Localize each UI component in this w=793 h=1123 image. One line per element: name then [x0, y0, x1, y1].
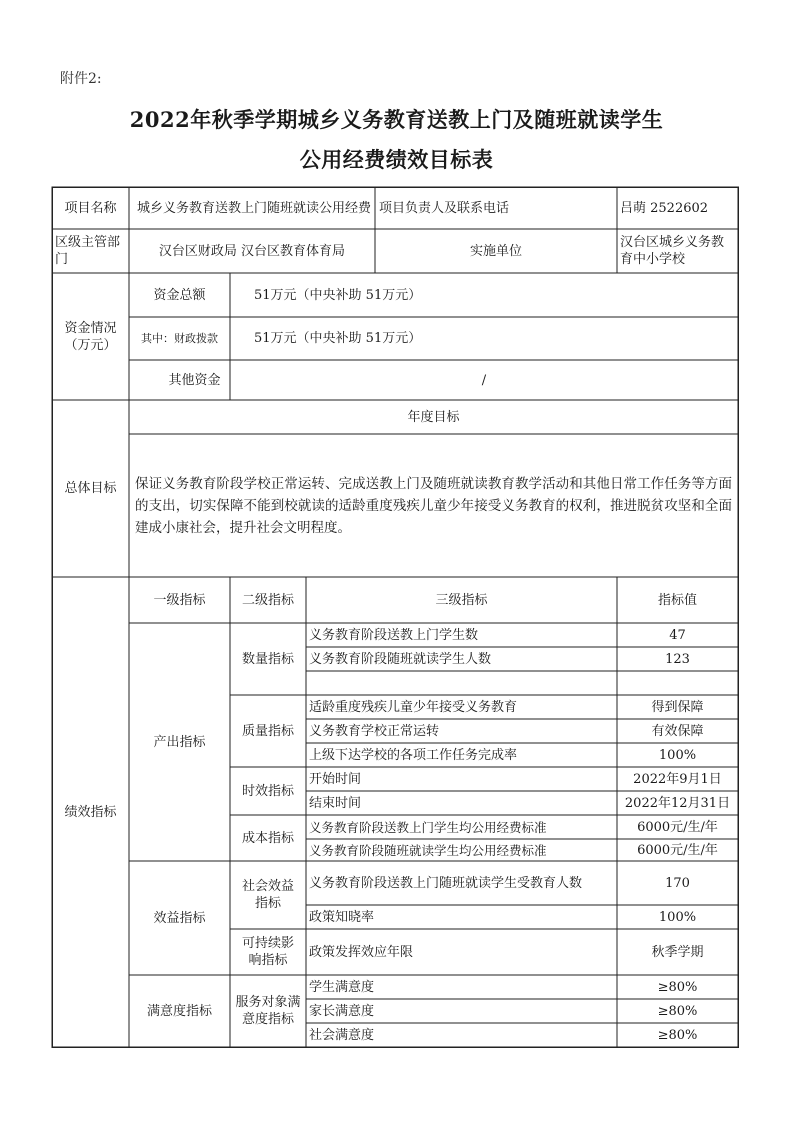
- annual-goal-text: 保证义务教育阶段学校正常运转、完成送教上门及随班就读教育教学活动和其他日常工作任务等方面的支出，切实保障不能到校就读的适龄重度残疾儿童少年接受义务教育的权利，推进脱贫攻坚和全面建成小康社会，提升社会文明程度。: [135, 475, 732, 536]
- indicator-value: 秋季学期: [651, 944, 704, 960]
- level2-cost: 成本指标: [241, 830, 294, 846]
- level2-quantity: 数量指标: [241, 651, 294, 667]
- indicator-value: [617, 671, 738, 695]
- level1-benefit: 效益指标: [153, 910, 206, 926]
- department-label: 区级主管部门: [55, 235, 121, 267]
- indicator-value: 2022年9月1日: [633, 771, 722, 787]
- level2-social-benefit: 社会效益指标: [241, 879, 294, 911]
- funds-fiscal-value: 51万元（中央补助 51万元）: [254, 331, 422, 346]
- header-level1: 一级指标: [153, 592, 206, 608]
- indicator-name: 结束时间: [309, 795, 362, 811]
- indicator-value: ≥80%: [657, 979, 698, 995]
- overall-goal-label: 总体目标: [64, 481, 117, 496]
- indicator-value: 有效保障: [651, 723, 704, 739]
- indicator-name: 义务教育阶段送教上门学生数: [309, 627, 479, 643]
- indicator-name: 义务教育阶段随班就读学生均公用经费标准: [309, 842, 547, 858]
- header-value: 指标值: [657, 592, 697, 608]
- funds-other-label: 其他资金: [168, 372, 221, 388]
- indicator-name: 义务教育阶段送教上门随班就读学生受教育人数: [309, 875, 583, 891]
- contact-value: 吕萌 2522602: [620, 200, 709, 216]
- indicator-value: 6000元/生/年: [637, 842, 718, 858]
- document-title-line1: 2022年秋季学期城乡义务教育送教上门及随班就读学生: [129, 107, 664, 132]
- indicator-name: 政策知晓率: [309, 909, 375, 925]
- indicator-value: 得到保障: [651, 699, 704, 715]
- performance-label: 绩效指标: [64, 804, 117, 820]
- level2-quality: 质量指标: [241, 723, 294, 739]
- indicator-name: 义务教育阶段随班就读学生人数: [309, 651, 492, 667]
- funds-label: 资金情况（万元）: [64, 320, 117, 353]
- indicator-name: 义务教育学校正常运转: [309, 723, 440, 739]
- indicator-name: 义务教育阶段送教上门学生均公用经费标准: [309, 819, 547, 835]
- level2-sustainability: 可持续影响指标: [241, 936, 294, 968]
- indicator-value: ≥80%: [657, 1003, 698, 1019]
- implementing-unit-label: 实施单位: [469, 243, 522, 259]
- indicator-name: 适龄重度残疾儿童少年接受义务教育: [309, 699, 518, 715]
- funds-total-label: 资金总额: [153, 287, 206, 303]
- funds-other-value: /: [481, 372, 487, 388]
- funds-total-value: 51万元（中央补助 51万元）: [254, 287, 422, 303]
- indicator-name: 社会满意度: [309, 1027, 375, 1043]
- indicator-name: 上级下达学校的各项工作任务完成率: [309, 747, 518, 763]
- department-value: 汉台区财政局 汉台区教育体育局: [158, 243, 346, 259]
- indicator-value: 47: [669, 627, 686, 643]
- document-title-line2: 公用经费绩效目标表: [299, 147, 494, 172]
- project-name-label: 项目名称: [64, 200, 117, 216]
- header-level3: 三级指标: [435, 592, 488, 608]
- annual-goal-label: 年度目标: [407, 409, 460, 425]
- indicator-value: 100%: [658, 909, 697, 925]
- contact-label: 项目负责人及联系电话: [379, 200, 510, 216]
- implementing-unit-value: 汉台区城乡义务教育中小学校: [620, 235, 725, 267]
- indicator-name: 政策发挥效应年限: [309, 944, 414, 960]
- level1-satisfaction: 满意度指标: [146, 1003, 212, 1019]
- level1-output: 产出指标: [153, 734, 206, 750]
- level2-service-satisfaction: 服务对象满意度指标: [235, 995, 301, 1027]
- indicator-name: [306, 671, 617, 695]
- header-level2: 二级指标: [241, 592, 294, 608]
- indicator-name: 家长满意度: [309, 1003, 375, 1019]
- indicator-value: 2022年12月31日: [624, 795, 731, 811]
- indicator-name: 学生满意度: [309, 979, 375, 995]
- indicator-value: 100%: [658, 747, 697, 763]
- level2-timeliness: 时效指标: [241, 783, 294, 799]
- project-name-value: 城乡义务教育送教上门随班就读公用经费: [137, 200, 372, 216]
- attachment-label: 附件2:: [60, 71, 102, 87]
- indicator-value: 170: [665, 875, 690, 891]
- indicator-value: 6000元/生/年: [637, 819, 718, 835]
- indicator-value: ≥80%: [657, 1027, 698, 1043]
- indicator-name: 开始时间: [309, 771, 362, 787]
- indicator-value: 123: [665, 651, 690, 667]
- funds-fiscal-label: 其中：财政拨款: [141, 332, 218, 345]
